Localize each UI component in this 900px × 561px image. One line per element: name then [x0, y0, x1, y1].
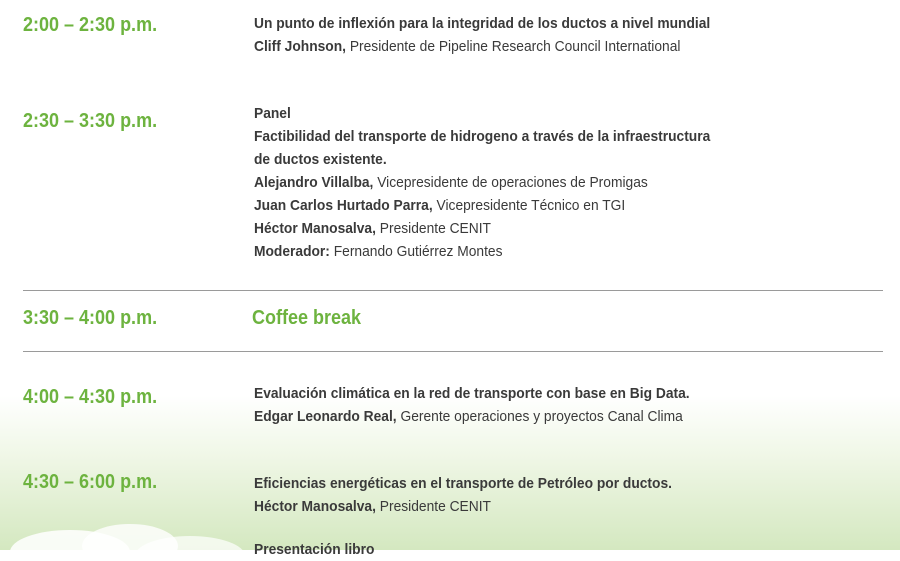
speaker-name: Juan Carlos Hurtado Parra,: [254, 197, 433, 214]
session-time: 2:30 – 3:30 p.m.: [23, 110, 158, 132]
session-title-line-1: Factibilidad del transporte de hidrogeno a través de la infraestructura: [254, 128, 711, 145]
session-content: [254, 472, 824, 518]
speaker-name: Héctor Manosalva,: [254, 498, 376, 515]
session-time: 3:30 – 4:00 p.m.: [23, 307, 158, 329]
coffee-break-title: Coffee break: [252, 307, 362, 329]
speaker-name: Alejandro Villalba,: [254, 174, 374, 191]
session-time: 4:30 – 6:00 p.m.: [23, 471, 158, 493]
speaker-role: Presidente de Pipeline Research Council International: [346, 38, 681, 55]
session-title-line-2: de ductos existente.: [254, 151, 387, 168]
session-title: Evaluación climática en la red de transporte con base en Big Data.: [254, 385, 690, 402]
moderator-name: Fernando Gutiérrez Montes: [329, 243, 503, 260]
session-content: [254, 382, 824, 428]
session-time: 2:00 – 2:30 p.m.: [23, 14, 158, 36]
divider: [23, 290, 883, 291]
speaker-name: Héctor Manosalva,: [254, 220, 376, 237]
moderator-label: Moderador:: [254, 243, 330, 260]
speaker-name: Cliff Johnson,: [254, 38, 346, 55]
panel-label: Panel: [254, 105, 291, 122]
speaker-role: Presidente CENIT: [375, 498, 491, 515]
speaker-role: Vicepresidente de operaciones de Promigas: [373, 174, 648, 191]
session-time: 4:00 – 4:30 p.m.: [23, 386, 158, 408]
session-title: Un punto de inflexión para la integridad de los ductos a nivel mundial: [254, 15, 711, 32]
speaker-role: Vicepresidente Técnico en TGI: [432, 197, 626, 214]
session-content: [254, 12, 824, 58]
session-content: [254, 102, 824, 263]
divider: [23, 351, 883, 352]
presentation-label: Presentación libro: [254, 541, 375, 558]
speaker-role: Gerente operaciones y proyectos Canal Clima: [396, 408, 683, 425]
speaker-name: Edgar Leonardo Real,: [254, 408, 397, 425]
session-title: Eficiencias energéticas en el transporte de Petróleo por ductos.: [254, 475, 672, 492]
speaker-role: Presidente CENIT: [375, 220, 491, 237]
